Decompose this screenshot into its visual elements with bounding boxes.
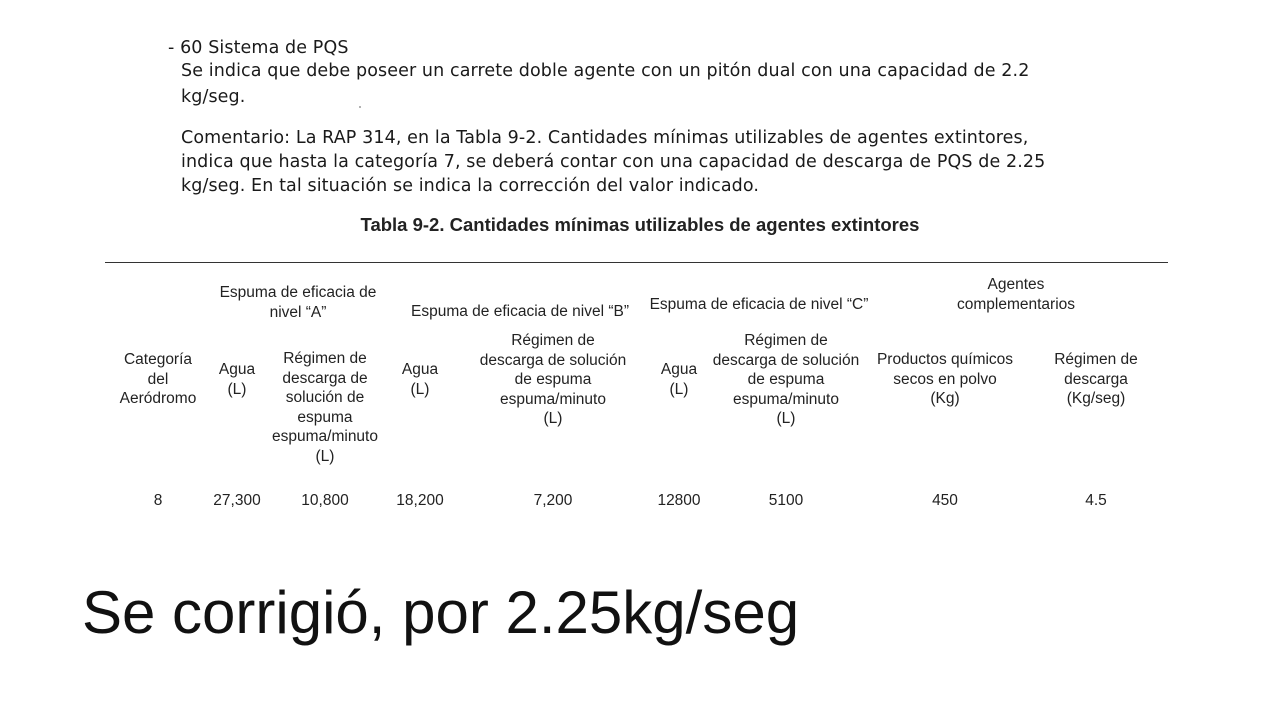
column-header-line: (L) <box>776 410 796 427</box>
cell-regimen-c: 5100 <box>768 492 804 509</box>
scan-line: Se indica que debe poseer un carrete doble agente con un pitón dual con una capacidad de 2.2 <box>181 61 1030 81</box>
scan-line-comment: Comentario: La RAP 314, en la Tabla 9-2. Cantidades mínimas utilizables de agentes extintores, <box>181 128 1029 148</box>
table-top-rule <box>105 262 1168 263</box>
column-header-regimen-b <box>480 331 627 429</box>
table-title: Tabla 9-2. Cantidades mínimas utilizables de agentes extintores <box>360 214 920 235</box>
scan-speck <box>359 106 361 108</box>
column-header-line: espuma/minuto <box>733 390 839 408</box>
scan-line: kg/seg. <box>181 87 246 107</box>
group-header-line: Espuma de eficacia de <box>219 284 377 301</box>
scan-line-heading: - 60 Sistema de PQS <box>168 38 349 58</box>
group-header-nivel-a <box>220 283 377 322</box>
column-header-line: Régimen de <box>283 350 367 367</box>
column-header-line: Régimen de <box>744 332 828 349</box>
column-header-line: Productos químicos <box>876 351 1014 368</box>
cell-categoria: 8 <box>153 492 163 509</box>
column-header-line: (L) <box>543 410 563 427</box>
cell-regimen-b: 7,200 <box>533 492 573 509</box>
column-header-line: del <box>147 370 169 388</box>
column-header-line: Categoría <box>123 351 193 368</box>
column-header-agua-c <box>661 360 697 399</box>
column-header-line: descarga de solución <box>479 351 627 369</box>
column-header-regimen-c <box>713 331 860 429</box>
cell-agua-a: 27,300 <box>213 492 261 509</box>
cell-regimen-a: 10,800 <box>301 492 349 509</box>
column-header-line: (L) <box>410 380 430 398</box>
group-header-line: Espuma de eficacia de nivel “B” <box>411 303 629 320</box>
column-header-line: (L) <box>227 380 247 398</box>
cell-agua-c: 12800 <box>657 492 701 509</box>
column-header-agua-b <box>402 360 438 399</box>
group-header-nivel-c <box>650 295 869 315</box>
conclusion-text: Se corrigió, por 2.25kg/seg <box>82 579 800 646</box>
column-header-line: Régimen de <box>1054 351 1138 368</box>
group-header-line: Espuma de eficacia de nivel “C” <box>649 296 869 313</box>
column-header-line: secos en polvo <box>893 370 997 388</box>
group-header-nivel-b <box>411 302 629 322</box>
column-header-line: Agua <box>218 361 256 378</box>
cell-pqs: 450 <box>932 492 958 509</box>
column-header-line: (Kg) <box>930 390 960 407</box>
column-header-line: descarga <box>1064 370 1128 388</box>
cell-regimen-pqs: 4.5 <box>1085 492 1107 509</box>
column-header-line: (Kg/seg) <box>1066 390 1126 407</box>
column-header-line: espuma/minuto <box>272 428 378 445</box>
column-header-line: de espuma <box>747 371 825 388</box>
column-header-line: de espuma <box>514 371 592 388</box>
column-header-line: (L) <box>315 447 335 465</box>
column-header-line: Aeródromo <box>119 390 197 407</box>
column-header-pqs <box>877 350 1013 409</box>
group-header-line: nivel “A” <box>269 303 327 321</box>
column-header-line: espuma/minuto <box>500 390 606 408</box>
scan-line: kg/seg. En tal situación se indica la corrección del valor indicado. <box>181 176 760 196</box>
column-header-line: Agua <box>660 361 698 378</box>
column-header-categoria <box>120 350 197 409</box>
column-header-line: Agua <box>401 361 439 378</box>
column-header-agua-a <box>219 360 255 399</box>
scan-line: indica que hasta la categoría 7, se deberá contar con una capacidad de descarga de PQS de 2.25 <box>181 152 1046 172</box>
group-header-complementarios <box>957 275 1075 314</box>
column-header-line: (L) <box>669 380 689 398</box>
column-header-line: descarga de <box>282 369 368 387</box>
cell-agua-b: 18,200 <box>396 492 444 509</box>
group-header-line: complementarios <box>956 295 1076 313</box>
scanned-excerpt <box>0 0 1280 200</box>
column-header-line: espuma <box>297 408 353 426</box>
column-header-line: solución de <box>285 389 365 406</box>
column-header-line: Régimen de <box>511 332 595 349</box>
column-header-regimen-pqs <box>1054 350 1138 409</box>
group-header-line: Agentes <box>987 276 1045 293</box>
column-header-regimen-a <box>272 349 378 466</box>
column-header-line: descarga de solución <box>712 351 860 369</box>
